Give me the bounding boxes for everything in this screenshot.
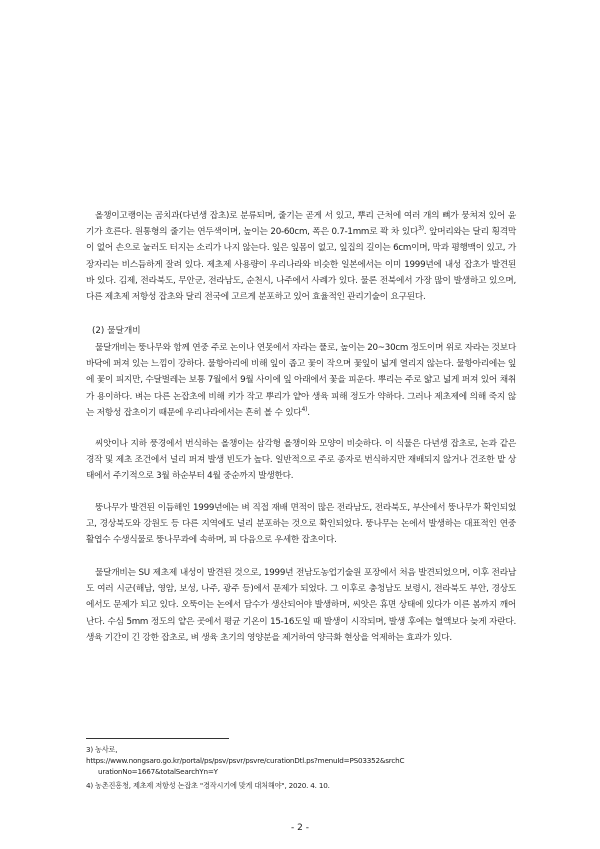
footnote-ref-3: 3) bbox=[418, 225, 424, 233]
footnote-3-url[interactable]: https://www.nongsaro.go.kr/portal/ps/psv/psvr/psvre/curationDtl.ps?menuId=PS03352&srchC bbox=[86, 756, 405, 765]
footnote-4: 4) 농촌진흥청, 제초제 저항성 논잡초 "경작시기에 맞게 대처해야", 2020. 4. 10. bbox=[86, 781, 330, 790]
paragraph-end: . bbox=[307, 407, 310, 418]
footnote-3-label: 3) 농사로, bbox=[86, 745, 118, 754]
footnote-ref-4: 4) bbox=[301, 405, 308, 413]
paragraph-olchaengi-propagation: 씨앗이나 지하 풍경에서 번식하는 올챙이는 삼각형 올챙이와 모양이 비슷하다. 이 식물은 다년생 잡초로, 논과 같은 경작 및 제초 조건에서 널리 퍼져 발생 빈도가 높다. 일반적으로 주로 종자로 번식하지만 재배되지 않거나 건조한 밭 상태에서 주기적으로 3월 하순부터 4월 중순까지 발생한다. bbox=[86, 439, 516, 482]
footnote-3-url-cont[interactable]: urationNo=1667&totalSearchYn=Y bbox=[98, 767, 218, 776]
page-number: - 2 - bbox=[291, 823, 309, 833]
paragraph-text: 물달개비는 뚱나무와 함께 연중 주로 논이나 연못에서 자라는 풀로, 높이는 20~30cm 정도이며 위로 자라는 것보다 바닥에 퍼져 있는 느낌이 강하다. 물항아리에 비해 잎이 좁고 꽃이 작으며 꽃잎이 넓게 열리지 않는다. 물항아리에는 잎에 꽃이 피지만, 수달벌레는 보통 7월에서 9월 사이에 잎 아래에서 꽃을 피운다. 뿌리는 주로 얇고 넓게 퍼져 있어 채취가 용이하다. 벼는 다른 논잡초에 비해 키가 작고 뿌리가 얕아 생육 피해 정도가 약하다. 그러나 제초제에 의해 죽지 않는 저항성 잡초이기 때문에 우리나라에서는 흔히 볼 수 있다 bbox=[86, 343, 516, 418]
paragraph-text-cont: . 앞머리와는 달리 횡격막이 없어 손으로 눌러도 터지는 소리가 나지 않는다. 잎은 잎몸이 없고, 잎집의 길이는 6cm이며, 막과 평행맥이 있고, 가장자리는 비스듬하게 잘려 있다. 제초제 사용량이 우리나라와 비슷한 일본에서는 이미 1999년에 내성 잡초가 발견된 바 있다. 김제, 전라북도, 무안군, 전라남도, 순천시, 나주에서 사례가 있다. 물론 전북에서 가장 많이 발생하고 있으며, 다른 제초제 저항성 잡초와 달리 전국에 고르게 분포하고 있어 효율적인 관리기술이 요구된다. bbox=[86, 227, 517, 303]
paragraph-distribution: 뚱나무가 발견된 이듬해인 1999년에는 벼 직접 재배 면적이 많은 전라남도, 전라북도, 부산에서 뚱나무가 확인되었고, 경상북도와 강원도 등 다른 지역에도 널리 분포하는 것으로 확인되었다. 뚱나무는 논에서 발생하는 대표적인 연중 활엽수 수생식물로 뚱나무과에 속하며, 피 다음으로 우세한 잡초이다. bbox=[86, 503, 516, 546]
paragraph-text: 올챙이고랭이는 곰치과(다년생 잡초)로 분류되며, 줄기는 곧게 서 있고, 뿌리 근처에 여러 개의 뼈가 뭉쳐져 있어 윤기가 흐른다. 원통형의 줄기는 연두색이며, 높이는 20-60cm, 폭은 0.7-1mm로 꽉 차 있다 bbox=[86, 211, 516, 238]
paragraph-su-resistance: 물달개비는 SU 제초제 내성이 발견된 것으로, 1999년 전남도농업기술원 포장에서 처음 발견되었으며, 이후 전라남도 여러 시군(해남, 영암, 보성, 나주, 광주 등)에서 문제가 되었다. 그 이후로 충청남도 보령시, 전라북도 부안, 경상도에서도 문제가 되고 있다. 오뚝이는 논에서 담수가 생산되어야 발생하며, 씨앗은 휴면 상태에 있다가 이른 봄까지 깨어난다. 수심 5mm 정도의 얕은 곳에서 평균 기온이 15-16도일 때 발생이 시작되며, 발생 후에는 혈액보다 늦게 자란다. 생육 기간이 긴 강한 잡초로, 벼 생육 초기의 영양분을 제거하여 양극화 현상을 억제하는 효과가 있다. bbox=[86, 568, 516, 643]
footnote-divider bbox=[86, 738, 229, 739]
paragraph-olchaengi-description bbox=[86, 208, 516, 305]
section-heading: (2) 물달개비 bbox=[92, 326, 141, 336]
paragraph-muldalgaebi-description bbox=[86, 340, 516, 421]
